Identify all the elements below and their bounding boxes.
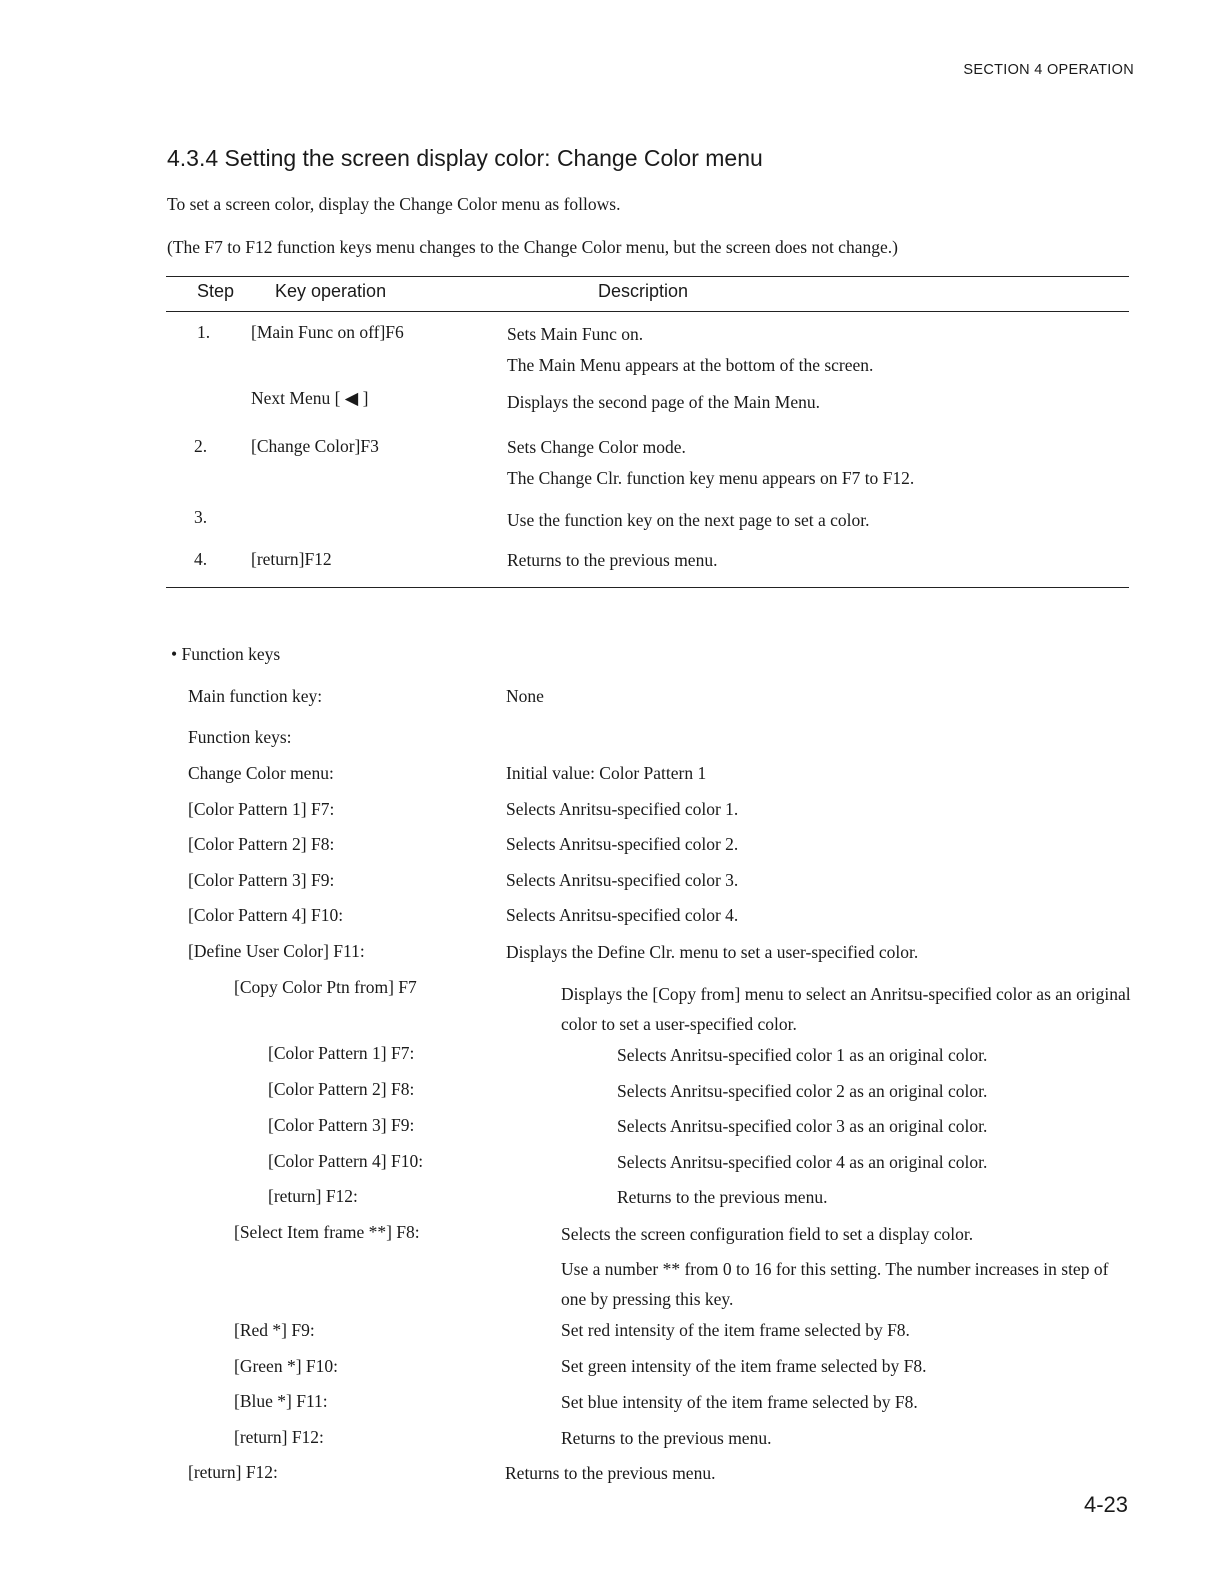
function-key-label: [Blue *] F11:: [234, 1391, 328, 1411]
function-key-label: [Select Item frame **] F8:: [234, 1222, 420, 1242]
function-key-desc: Set blue intensity of the item frame selected by F8.: [561, 1392, 918, 1412]
function-key-desc: Selects the screen configuration field to set a display color.: [561, 1224, 974, 1244]
table-header-rule: [166, 311, 1129, 312]
step-description: Displays the second page of the Main Menu.: [507, 392, 820, 412]
table-top-rule: [166, 276, 1129, 277]
function-key-desc: None: [506, 686, 544, 706]
key-operation: Next Menu [ ◀ ]: [251, 388, 369, 408]
function-key-label: [Color Pattern 4] F10:: [268, 1151, 424, 1171]
function-key-desc: Selects Anritsu-specified color 2 as an original color.: [617, 1081, 988, 1101]
key-operation: [Change Color]F3: [251, 436, 379, 456]
step-description: Sets Main Func on.: [507, 324, 644, 344]
function-key-label: Main function key:: [188, 686, 323, 706]
step-description: Use the function key on the next page to set a color.: [507, 510, 870, 530]
function-key-label: [return] F12:: [188, 1462, 278, 1482]
section-label: SECTION 4 OPERATION: [963, 62, 1134, 78]
function-key-desc: Initial value: Color Pattern 1: [506, 763, 707, 783]
header-step: Step: [197, 281, 235, 301]
function-key-desc: Selects Anritsu-specified color 1.: [506, 799, 739, 819]
function-key-label: [Define User Color] F11:: [188, 941, 365, 961]
table-bottom-rule: [166, 587, 1129, 588]
step-number: 3.: [194, 507, 208, 527]
function-key-label: [Color Pattern 1] F7:: [268, 1043, 415, 1063]
step-description: The Main Menu appears at the bottom of the screen.: [507, 355, 874, 375]
intro-line-1: To set a screen color, display the Change Color menu as follows.: [167, 194, 621, 214]
function-key-label: [Color Pattern 1] F7:: [188, 799, 335, 819]
step-description: Returns to the previous menu.: [507, 550, 718, 570]
function-key-desc: Selects Anritsu-specified color 4.: [506, 905, 739, 925]
function-key-label: [return] F12:: [268, 1186, 358, 1206]
function-key-label: [Color Pattern 4] F10:: [188, 905, 344, 925]
function-key-desc: Use a number ** from 0 to 16 for this setting. The number increases in step of one by pressing this key.: [561, 1259, 1109, 1309]
function-key-label: [Red *] F9:: [234, 1320, 315, 1340]
step-description: The Change Clr. function key menu appears on F7 to F12.: [507, 468, 915, 488]
function-key-desc: Selects Anritsu-specified color 3 as an original color.: [617, 1116, 988, 1136]
intro-line-2: (The F7 to F12 function keys menu changes to the Change Color menu, but the screen does not change.): [167, 237, 898, 257]
step-number: 1.: [197, 322, 211, 342]
function-key-label: [Color Pattern 2] F8:: [268, 1079, 415, 1099]
step-number: 2.: [194, 436, 208, 456]
function-key-label: Change Color menu:: [188, 763, 334, 783]
key-operation: [Main Func on off]F6: [251, 322, 404, 342]
function-key-desc: Returns to the previous menu.: [561, 1428, 772, 1448]
header-description: Description: [598, 281, 689, 301]
function-key-label: [Color Pattern 3] F9:: [188, 870, 335, 890]
function-keys-heading: • Function keys: [171, 644, 281, 664]
page-number: 4-23: [1083, 1492, 1128, 1517]
function-key-label: [Green *] F10:: [234, 1356, 339, 1376]
function-key-desc: Selects Anritsu-specified color 3.: [506, 870, 739, 890]
step-number: 4.: [194, 549, 208, 569]
function-key-desc: Selects Anritsu-specified color 2.: [506, 834, 739, 854]
function-key-desc: Selects Anritsu-specified color 4 as an original color.: [617, 1152, 988, 1172]
step-description: Sets Change Color mode.: [507, 437, 686, 457]
function-key-label: [Color Pattern 3] F9:: [268, 1115, 415, 1135]
header-key-operation: Key operation: [275, 281, 387, 301]
function-key-desc: Displays the Define Clr. menu to set a user-specified color.: [506, 942, 919, 962]
function-key-label: [Color Pattern 2] F8:: [188, 834, 335, 854]
function-key-label: Function keys:: [188, 727, 292, 747]
page-title: 4.3.4 Setting the screen display color: Change Color menu: [167, 145, 763, 171]
function-key-desc: Selects Anritsu-specified color 1 as an original color.: [617, 1045, 988, 1065]
function-key-desc: Returns to the previous menu.: [617, 1187, 828, 1207]
function-key-desc: Returns to the previous menu.: [505, 1463, 716, 1483]
function-key-desc: Set green intensity of the item frame selected by F8.: [561, 1356, 927, 1376]
function-key-desc: Set red intensity of the item frame selected by F8.: [561, 1320, 910, 1340]
function-key-desc: Displays the [Copy from] menu to select an Anritsu-specified color as an original color to set a user-specified color.: [561, 984, 1131, 1034]
function-key-label: [Copy Color Ptn from] F7: [234, 977, 417, 997]
function-key-label: [return] F12:: [234, 1427, 324, 1447]
key-operation: [return]F12: [251, 549, 332, 569]
